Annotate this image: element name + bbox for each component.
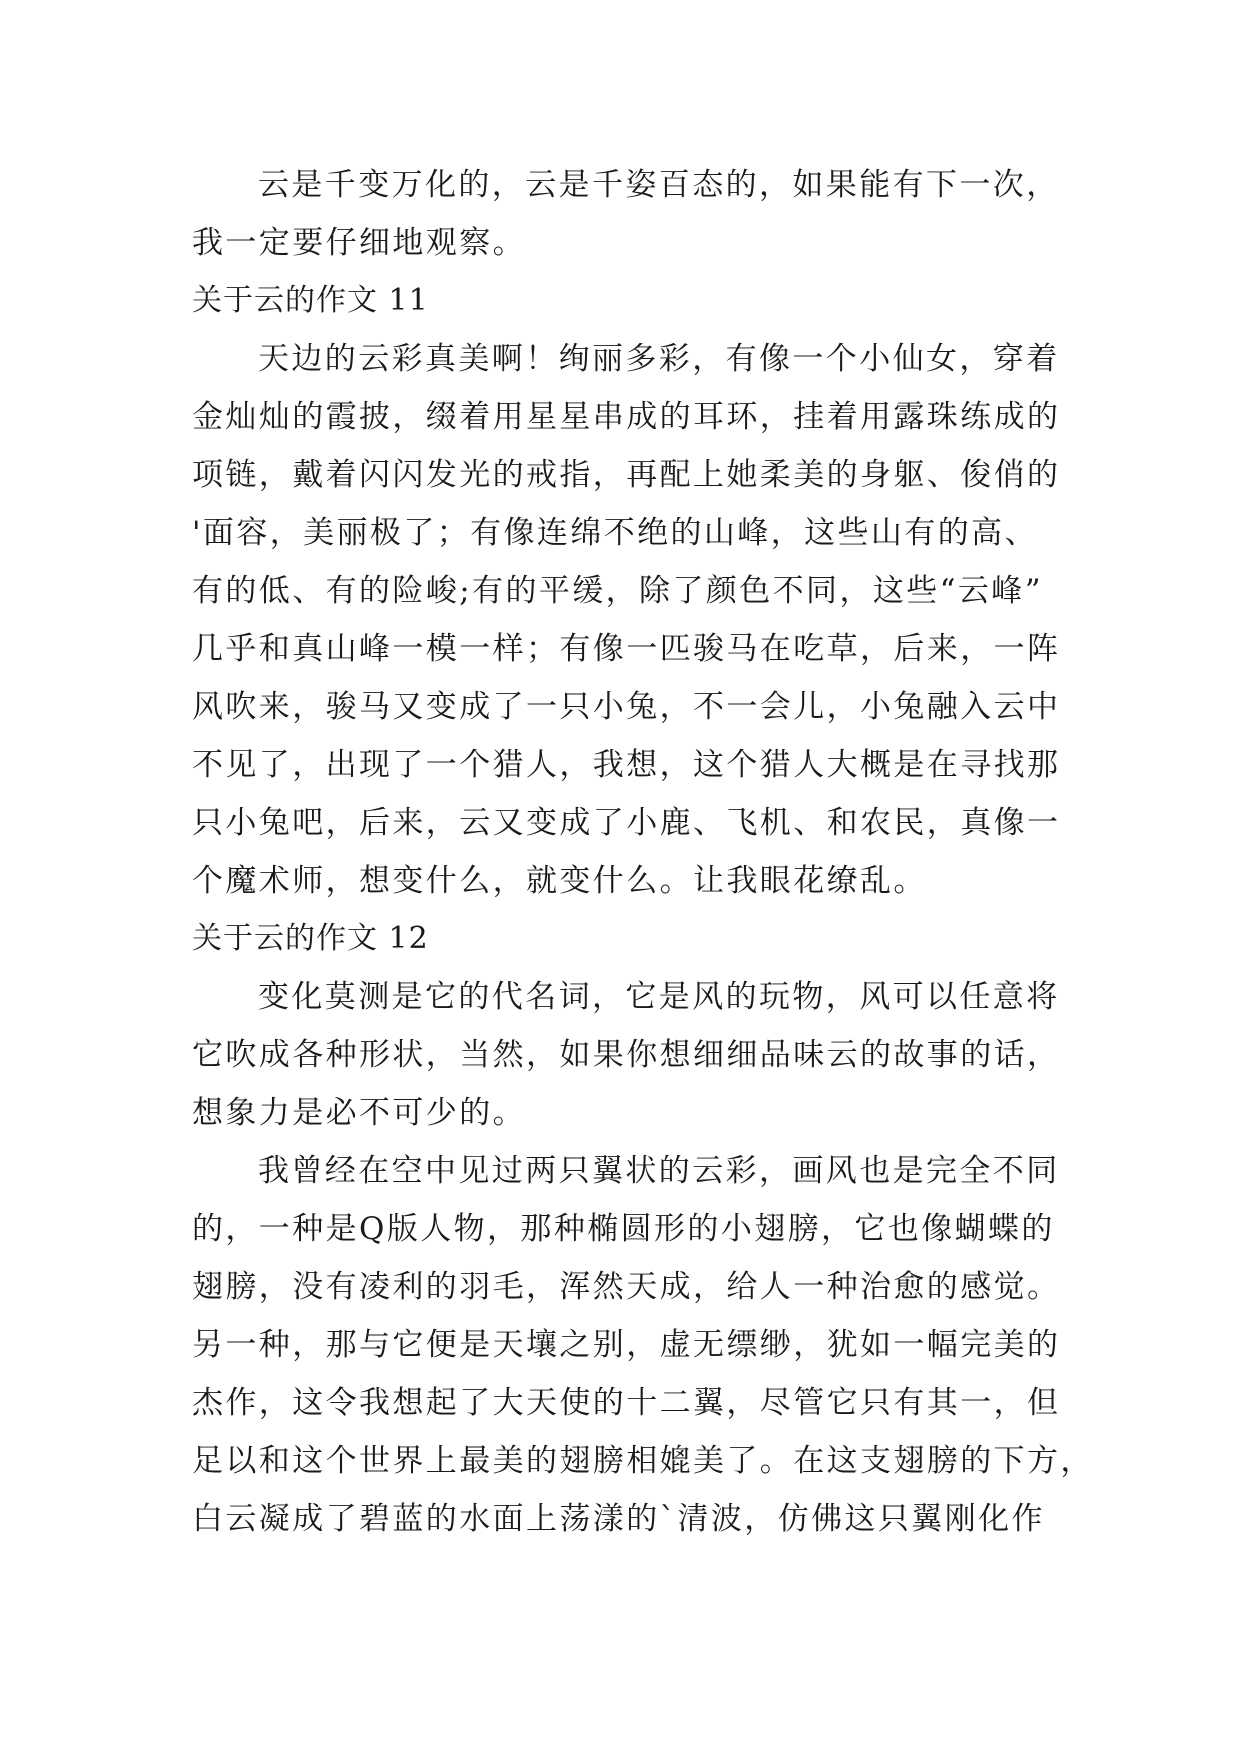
text-line: '面容，美丽极了；有像连绵不绝的山峰，这些山有的高、 (192, 515, 1038, 551)
section-heading: 关于云的作文 12 (192, 921, 429, 956)
text-line: 它吹成各种形状，当然，如果你想细细品味云的故事的话， (192, 1037, 1061, 1073)
text-line: 足以和这个世界上最美的翅膀相媲美了。在这支翅膀的下方， (192, 1443, 1094, 1479)
text-line: 我曾经在空中见过两只翼状的云彩，画风也是完全不同 (258, 1153, 1060, 1189)
text-line: 金灿灿的霞披，缀着用星星串成的耳环，挂着用露珠练成的 (192, 399, 1061, 435)
paragraph (192, 968, 1060, 1142)
text-line: 风吹来，骏马又变成了一只小兔，不一会儿，小兔融入云中 (192, 689, 1061, 725)
text-line: 杰作，这令我想起了大天使的十二翼，尽管它只有其一，但 (192, 1385, 1061, 1421)
text-line: 云是千变万化的，云是千姿百态的，如果能有下一次， (258, 167, 1060, 203)
text-line: 白云凝成了碧蓝的水面上荡漾的`清波，仿佛这只翼刚化作 (192, 1501, 1045, 1537)
paragraph (192, 330, 1060, 910)
text-line: 想象力是必不可少的。 (192, 1095, 526, 1131)
text-line: 个魔术师，想变什么，就变什么。让我眼花缭乱。 (192, 863, 927, 899)
text-line: 的，一种是Q版人物，那种椭圆形的小翅膀，它也像蝴蝶的 (192, 1211, 1055, 1247)
document-body (192, 156, 1094, 1548)
section-heading: 关于云的作文 11 (192, 283, 429, 318)
text-line: 另一种，那与它便是天壤之别，虚无缥缈，犹如一幅完美的 (192, 1327, 1061, 1363)
text-line: 不见了，出现了一个猎人，我想，这个猎人大概是在寻找那 (192, 747, 1061, 783)
text-line: 项链，戴着闪闪发光的戒指，再配上她柔美的身躯、俊俏的 (192, 457, 1061, 493)
text-line: 天边的云彩真美啊！绚丽多彩，有像一个小仙女，穿着 (258, 341, 1060, 377)
paragraph (192, 156, 1060, 272)
text-line: 有的低、有的险峻;有的平缓，除了颜色不同，这些“云峰” (192, 573, 1043, 609)
paragraph (192, 1142, 1094, 1548)
text-line: 变化莫测是它的代名词，它是风的玩物，风可以任意将 (258, 979, 1060, 1015)
text-line: 几乎和真山峰一模一样；有像一匹骏马在吃草，后来，一阵 (192, 631, 1061, 667)
text-line: 翅膀，没有凌利的羽毛，浑然天成，给人一种治愈的感觉。 (192, 1269, 1061, 1305)
text-line: 只小兔吧，后来，云又变成了小鹿、飞机、和农民，真像一 (192, 805, 1061, 841)
text-line: 我一定要仔细地观察。 (192, 225, 526, 261)
